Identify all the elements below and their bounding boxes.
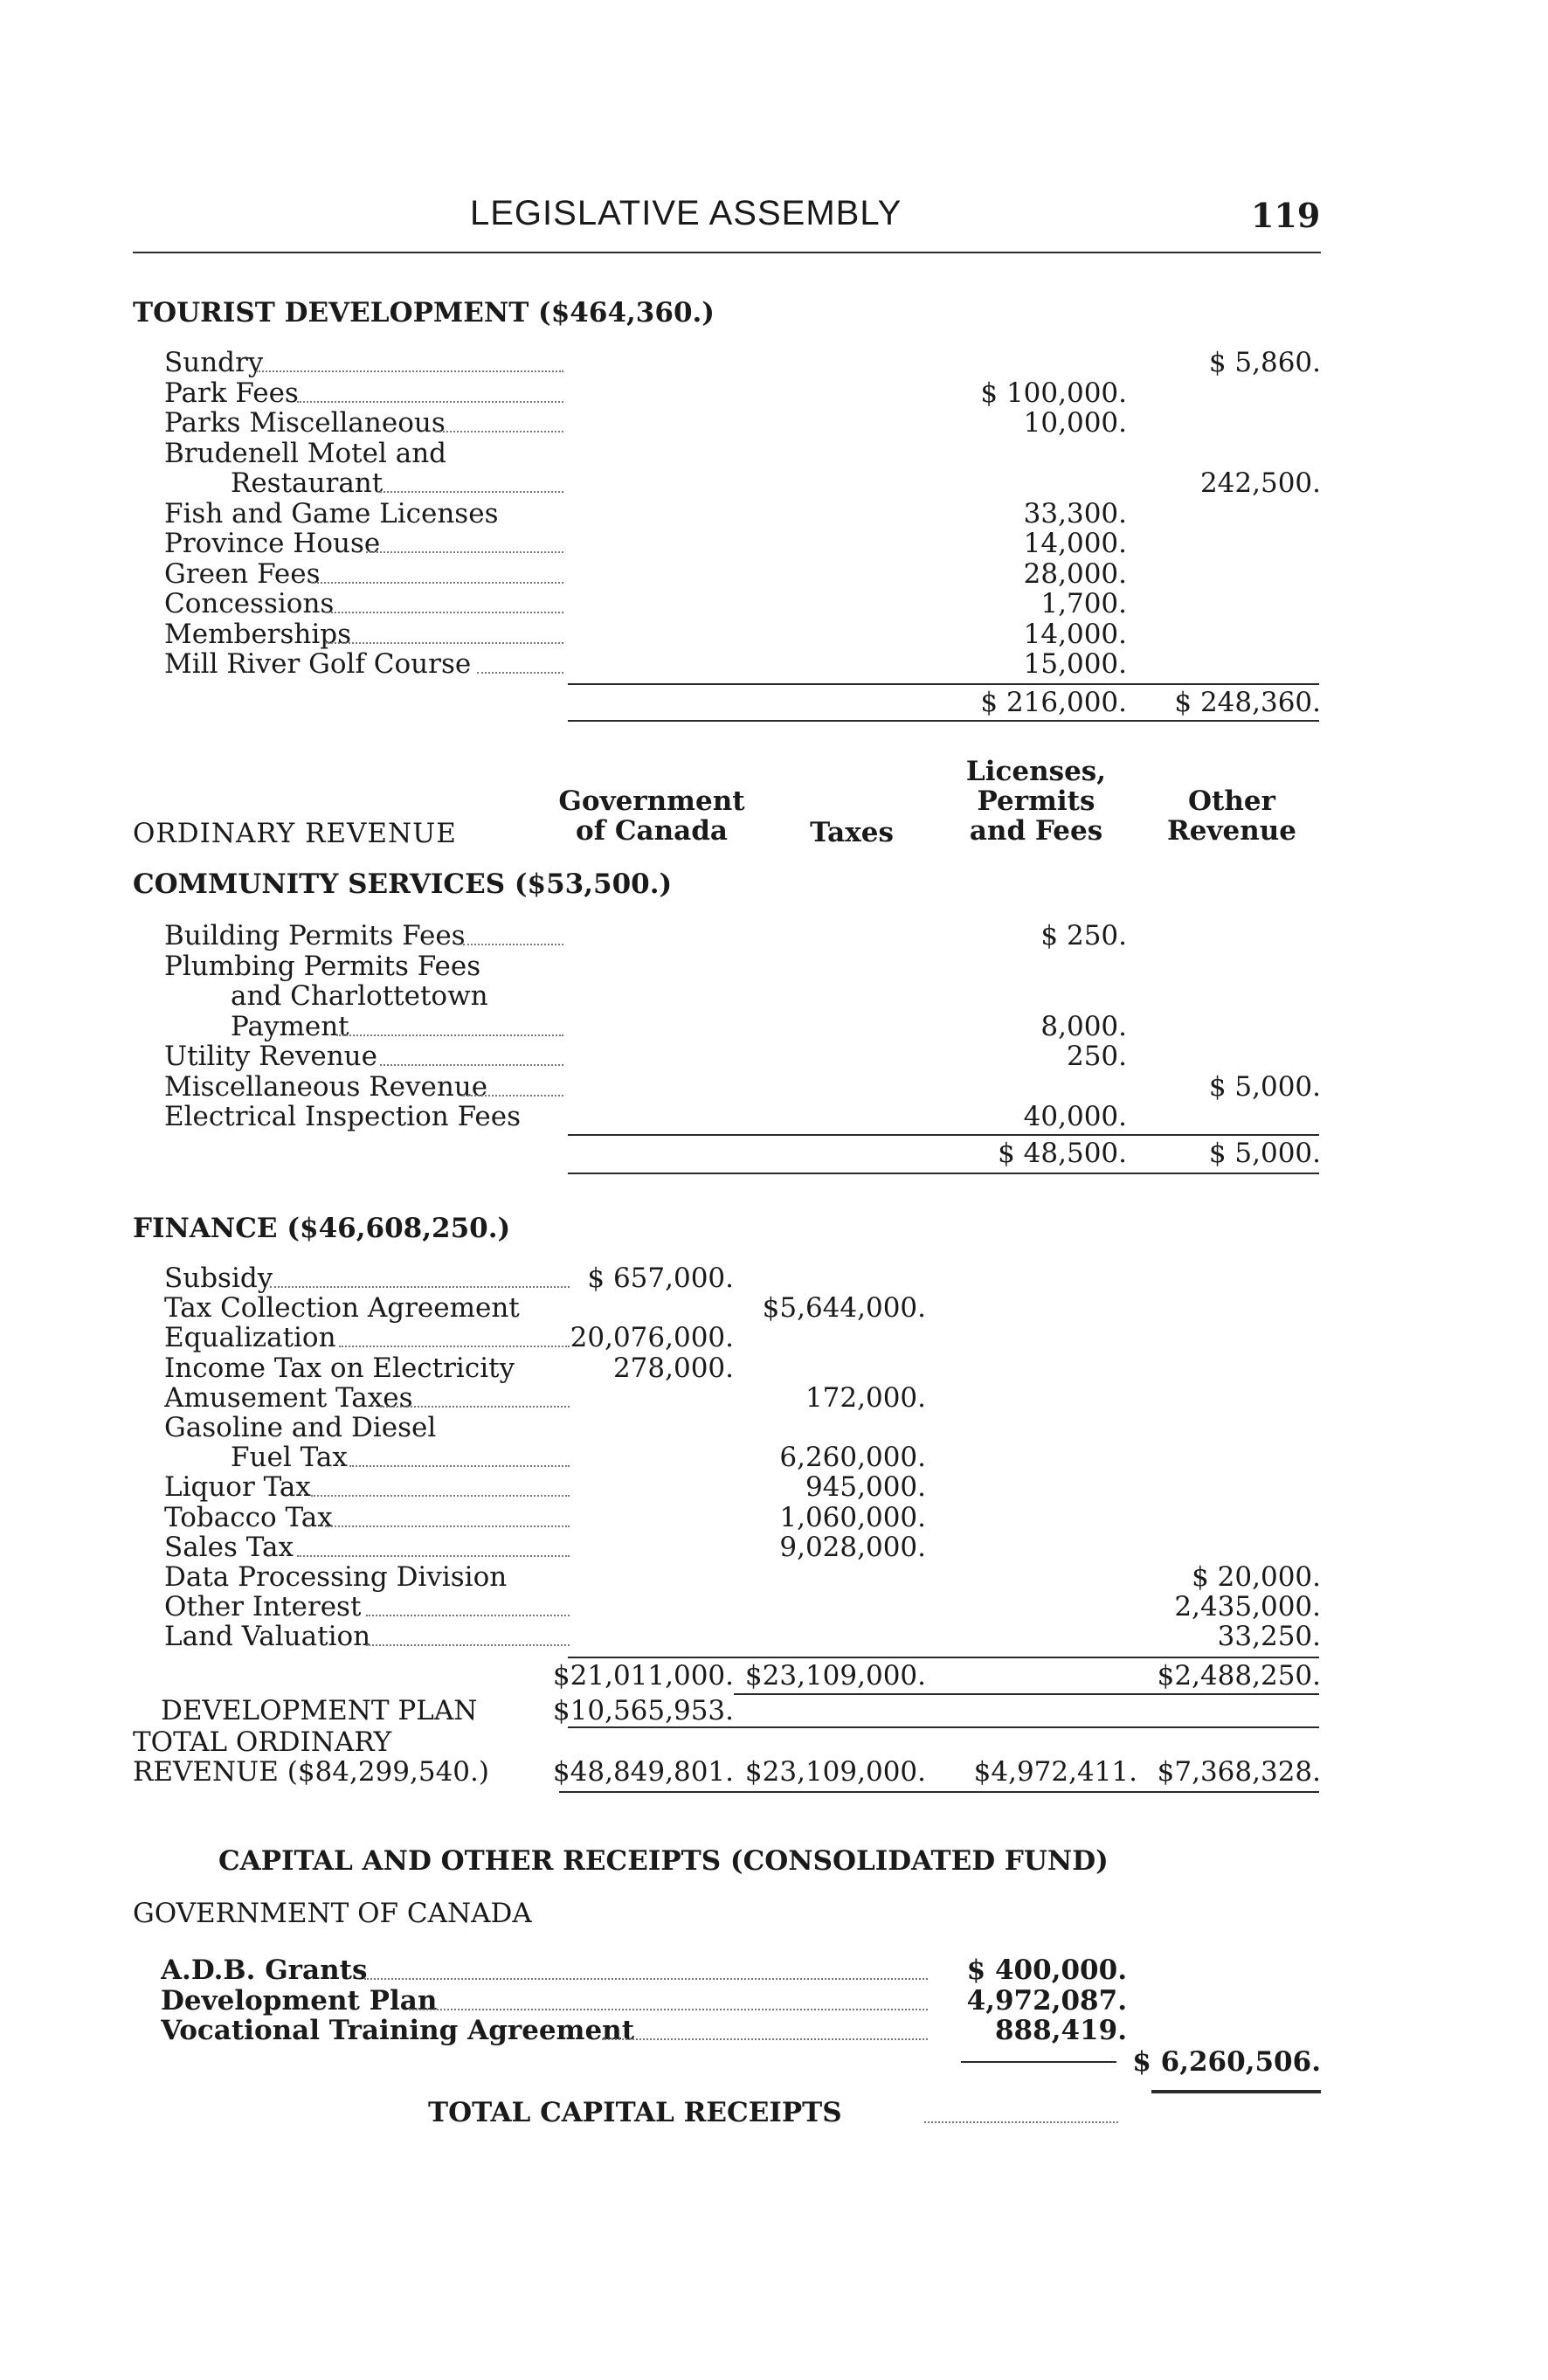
tourist-row-leader-dots xyxy=(477,672,563,674)
community-row-licenses: 250. xyxy=(1066,1041,1127,1072)
tourist-row-col1: 10,000. xyxy=(1023,407,1127,439)
tourist-row-col1: 15,000. xyxy=(1023,648,1127,680)
total-ordinary-gov: $48,849,801. xyxy=(552,1756,734,1788)
tourist-row-col1: 14,000. xyxy=(1023,528,1127,559)
tourist-row-leader-dots xyxy=(297,401,563,403)
finance-total-other: $2,488,250. xyxy=(1157,1660,1321,1692)
community-row-leader-dots xyxy=(336,1034,563,1036)
total-ordinary-licenses: $4,972,411. xyxy=(973,1756,1137,1788)
tourist-row-col1: $ 100,000. xyxy=(980,377,1127,409)
ordinary-revenue-title: ORDINARY REVENUE xyxy=(133,818,457,849)
finance-row-other: 2,435,000. xyxy=(1174,1591,1321,1623)
finance-row-gov: 278,000. xyxy=(612,1352,734,1384)
finance-row-leader-dots xyxy=(380,1406,570,1408)
capital-subtotal-double-rule xyxy=(1151,2090,1321,2093)
finance-row-label: Liquor Tax xyxy=(164,1472,311,1503)
finance-row-taxes: 945,000. xyxy=(805,1471,926,1504)
finance-row-other: $ 20,000. xyxy=(1192,1561,1321,1593)
finance-total-gov: $21,011,000. xyxy=(552,1660,734,1692)
community-total-licenses: $ 48,500. xyxy=(998,1138,1127,1169)
finance-row-label: Subsidy xyxy=(164,1263,273,1293)
finance-row-taxes: 172,000. xyxy=(805,1381,926,1414)
finance-row-leader-dots xyxy=(297,1555,570,1557)
devplan-gov: $10,565,953. xyxy=(552,1695,734,1726)
community-row-label: Utility Revenue xyxy=(164,1041,377,1071)
header-rule xyxy=(133,252,1321,253)
devplan-label: DEVELOPMENT PLAN xyxy=(161,1695,478,1726)
community-row-label: Payment xyxy=(231,1011,349,1041)
community-row-leader-dots xyxy=(463,1095,563,1097)
capital-subheading: GOVERNMENT OF CANADA xyxy=(133,1898,532,1929)
community-row-licenses: $ 250. xyxy=(1040,920,1127,951)
tourist-row-label: Green Fees xyxy=(164,558,321,589)
total-ordinary-label2: REVENUE ($84,299,540.) xyxy=(133,1756,489,1788)
finance-row-taxes: $5,644,000. xyxy=(762,1292,926,1325)
tourist-row-col1: 28,000. xyxy=(1023,557,1127,590)
tourist-row-label: Restaurant xyxy=(231,468,384,498)
tourist-row-col1: 1,700. xyxy=(1040,588,1127,619)
capital-row-amount: 888,419. xyxy=(994,2015,1127,2046)
tourist-row-col2: 242,500. xyxy=(1199,467,1321,499)
tourist-total-top-rule xyxy=(568,683,1319,685)
col-other-line1: Other xyxy=(1188,785,1275,817)
community-row-label: and Charlottetown xyxy=(231,981,488,1011)
community-total-bottom-rule xyxy=(568,1173,1319,1174)
col-licenses-line3: and Fees xyxy=(969,815,1103,847)
tourist-row-leader-dots xyxy=(435,431,563,432)
capital-row-leader-dots xyxy=(409,2009,928,2010)
finance-row-taxes: 6,260,000. xyxy=(779,1442,926,1474)
finance-total-underline xyxy=(734,1693,1319,1695)
finance-row-leader-dots xyxy=(349,1465,570,1467)
community-row-label: Building Permits Fees xyxy=(164,921,466,951)
community-row-leader-dots xyxy=(463,944,563,945)
finance-row-label: Sales Tax xyxy=(164,1532,294,1562)
tourist-row-label: Province House xyxy=(164,529,381,558)
col-government-header xyxy=(556,786,748,846)
community-row-licenses: 40,000. xyxy=(1023,1101,1127,1132)
capital-row-amount: 4,972,087. xyxy=(966,1984,1127,2017)
total-capital-leader-dots xyxy=(924,2121,1118,2123)
finance-heading: FINANCE ($46,608,250.) xyxy=(133,1213,511,1244)
tourist-total-col1: $ 216,000. xyxy=(980,687,1127,718)
tourist-row-leader-dots xyxy=(311,582,563,584)
community-total-top-rule xyxy=(568,1134,1319,1136)
capital-row-label: Development Plan xyxy=(161,1985,438,2016)
total-ordinary-other: $7,368,328. xyxy=(1157,1756,1321,1788)
capital-row-leader-dots xyxy=(364,1978,928,1980)
tourist-row-leader-dots xyxy=(366,551,563,553)
col-taxes-header: Taxes xyxy=(810,817,894,848)
total-ordinary-taxes: $23,109,000. xyxy=(744,1756,926,1788)
tourist-row-leader-dots xyxy=(256,370,563,372)
tourist-row-leader-dots xyxy=(325,642,563,644)
total-ordinary-rule xyxy=(559,1791,1319,1793)
finance-row-label: Income Tax on Electricity xyxy=(164,1353,515,1383)
capital-row-amount: $ 400,000. xyxy=(966,1955,1127,1986)
finance-row-label: Equalization xyxy=(164,1323,336,1353)
col-licenses-line1: Licenses, xyxy=(965,756,1107,787)
tourist-row-label: Fish and Game Licenses xyxy=(164,498,499,529)
finance-row-label: Gasoline and Diesel xyxy=(164,1413,437,1443)
finance-row-label: Amusement Taxes xyxy=(164,1382,413,1413)
community-row-other: $ 5,000. xyxy=(1208,1070,1321,1103)
finance-row-label: Fuel Tax xyxy=(231,1443,348,1473)
tourist-row-leader-dots xyxy=(377,491,563,493)
tourist-heading: TOURIST DEVELOPMENT ($464,360.) xyxy=(133,297,715,329)
community-row-licenses: 8,000. xyxy=(1040,1010,1127,1042)
finance-row-other: 33,250. xyxy=(1217,1621,1321,1653)
tourist-row-col1: 33,300. xyxy=(1023,497,1127,529)
tourist-row-col2: $ 5,860. xyxy=(1208,347,1321,378)
capital-row-label: Vocational Training Agreement xyxy=(161,2016,635,2045)
finance-row-leader-dots xyxy=(311,1495,570,1497)
tourist-row-label: Sundry xyxy=(164,348,264,377)
finance-row-gov: 20,076,000. xyxy=(570,1322,734,1354)
tourist-total-bottom-rule xyxy=(568,720,1319,722)
finance-row-taxes: 1,060,000. xyxy=(779,1501,926,1533)
col-other-header xyxy=(1144,786,1319,846)
finance-total-taxes: $23,109,000. xyxy=(744,1660,926,1692)
finance-row-leader-dots xyxy=(325,1526,570,1527)
tourist-row-label: Mill River Golf Course xyxy=(164,649,472,679)
total-capital-label: TOTAL CAPITAL RECEIPTS xyxy=(428,2097,842,2128)
tourist-row-leader-dots xyxy=(325,612,563,613)
finance-row-label: Tobacco Tax xyxy=(164,1502,333,1532)
finance-row-label: Other Interest xyxy=(164,1592,362,1622)
capital-row-label: A.D.B. Grants xyxy=(161,1955,368,1985)
tourist-row-label: Parks Miscellaneous xyxy=(164,408,446,438)
capital-subtotal-rule xyxy=(961,2061,1116,2063)
community-row-leader-dots xyxy=(380,1064,563,1066)
capital-subtotal: $ 6,260,506. xyxy=(1132,2046,1321,2078)
tourist-row-label: Brudenell Motel and xyxy=(164,438,447,468)
col-government-line2: of Canada xyxy=(576,815,728,847)
finance-row-taxes: 9,028,000. xyxy=(779,1531,926,1563)
tourist-row-col1: 14,000. xyxy=(1023,618,1127,650)
col-government-line1: Government xyxy=(558,785,745,817)
tourist-row-label: Memberships xyxy=(164,619,352,649)
finance-row-label: Land Valuation xyxy=(164,1622,371,1652)
capital-title: CAPITAL AND OTHER RECEIPTS (CONSOLIDATED FUND) xyxy=(218,1845,1109,1877)
finance-row-gov: $ 657,000. xyxy=(587,1263,734,1294)
total-ordinary-label1: TOTAL ORDINARY xyxy=(133,1726,392,1758)
finance-row-leader-dots xyxy=(366,1644,570,1646)
community-row-label: Plumbing Permits Fees xyxy=(164,951,481,981)
col-licenses-header xyxy=(940,757,1132,846)
page-number: 119 xyxy=(1251,196,1321,235)
tourist-total-col2: $ 248,360. xyxy=(1174,687,1321,718)
finance-row-leader-dots xyxy=(366,1615,570,1616)
capital-row-leader-dots xyxy=(602,2038,928,2040)
col-licenses-line2: Permits xyxy=(977,785,1095,817)
community-total-other: $ 5,000. xyxy=(1208,1138,1321,1169)
page-header-title: LEGISLATIVE ASSEMBLY xyxy=(470,194,902,232)
community-row-label: Miscellaneous Revenue xyxy=(164,1071,488,1102)
col-other-line2: Revenue xyxy=(1166,815,1297,847)
finance-total-rule xyxy=(568,1657,1319,1658)
tourist-row-label: Concessions xyxy=(164,589,335,619)
community-heading: COMMUNITY SERVICES ($53,500.) xyxy=(133,868,673,900)
finance-row-label: Data Processing Division xyxy=(164,1562,508,1592)
devplan-rule xyxy=(568,1726,1319,1728)
finance-row-label: Tax Collection Agreement xyxy=(164,1293,520,1324)
tourist-row-label: Park Fees xyxy=(164,377,299,408)
community-row-label: Electrical Inspection Fees xyxy=(164,1102,521,1131)
